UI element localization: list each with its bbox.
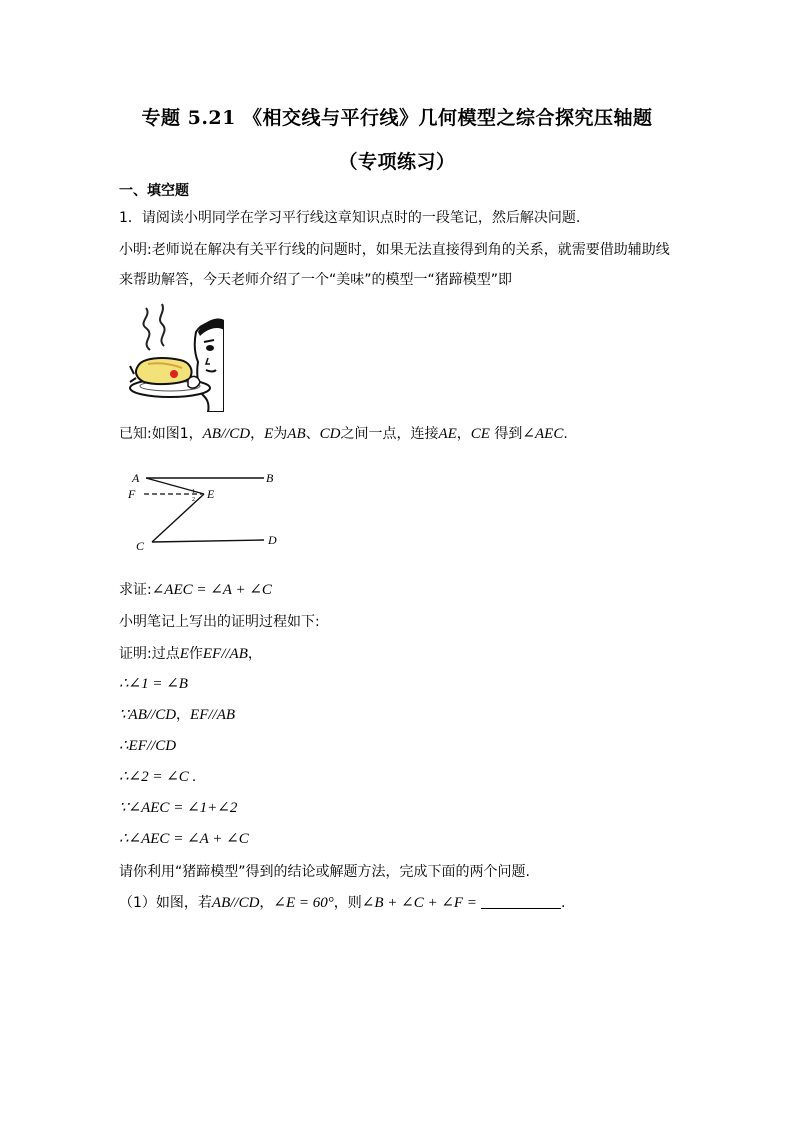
- label-angle-1: 1: [192, 489, 195, 495]
- question-1: （1）如图，若AB//CD，∠E = 60°，则∠B + ∠C + ∠F = .: [119, 895, 566, 911]
- section-heading: 一、填空题: [119, 183, 189, 199]
- proof-line-4: ∴EF//CD: [119, 738, 177, 754]
- label-b: B: [266, 471, 274, 485]
- page-title: 专题 5.21 《相交线与平行线》几何模型之综合探究压轴题: [141, 107, 653, 129]
- segment-ce: [152, 494, 204, 542]
- proof-line-5: ∴∠2 = ∠C .: [119, 769, 197, 785]
- segment-cd: [152, 540, 264, 542]
- note-line-2: 来帮助解答，今天老师介绍了一个“美味”的模型一“猪蹄模型”即: [119, 272, 513, 288]
- proof-line-1: 证明:过点E作EF//AB，: [119, 646, 262, 662]
- pig-trotter-cartoon-image: [128, 302, 224, 412]
- proof-line-2: ∴∠1 = ∠B: [119, 676, 188, 692]
- known-statement: 已知:如图1，AB//CD，E为AB、CD之间一点，连接AE，CE 得到∠AEC.: [119, 426, 568, 442]
- prove-statement: 求证:∠AEC = ∠A + ∠C: [119, 582, 272, 598]
- label-c: C: [136, 539, 145, 553]
- proof-line-3: ∵AB//CD，EF//AB: [119, 707, 236, 723]
- note-line-1: 小明:老师说在解决有关平行线的问题时，如果无法直接得到角的关系，就需要借助辅助线: [119, 242, 670, 258]
- figure-1-geometry: [124, 466, 288, 556]
- note-intro: 小明笔记上写出的证明过程如下:: [119, 614, 320, 630]
- label-a: A: [132, 471, 140, 485]
- segment-ae: [146, 478, 204, 494]
- proof-line-6: ∵∠AEC = ∠1+∠2: [119, 800, 238, 816]
- instruction: 请你利用“猪蹄模型”得到的结论或解题方法，完成下面的两个问题.: [119, 864, 530, 880]
- problem-intro: 1．请阅读小明同学在学习平行线这章知识点时的一段笔记，然后解决问题.: [119, 210, 581, 226]
- answer-blank[interactable]: [481, 894, 561, 909]
- page-subtitle: （专项练习）: [338, 151, 456, 173]
- label-d: D: [268, 533, 277, 547]
- label-f: F: [128, 487, 136, 501]
- label-angle-2: 2: [192, 497, 195, 503]
- label-e: E: [207, 487, 215, 501]
- proof-line-7: ∴∠AEC = ∠A + ∠C: [119, 831, 249, 847]
